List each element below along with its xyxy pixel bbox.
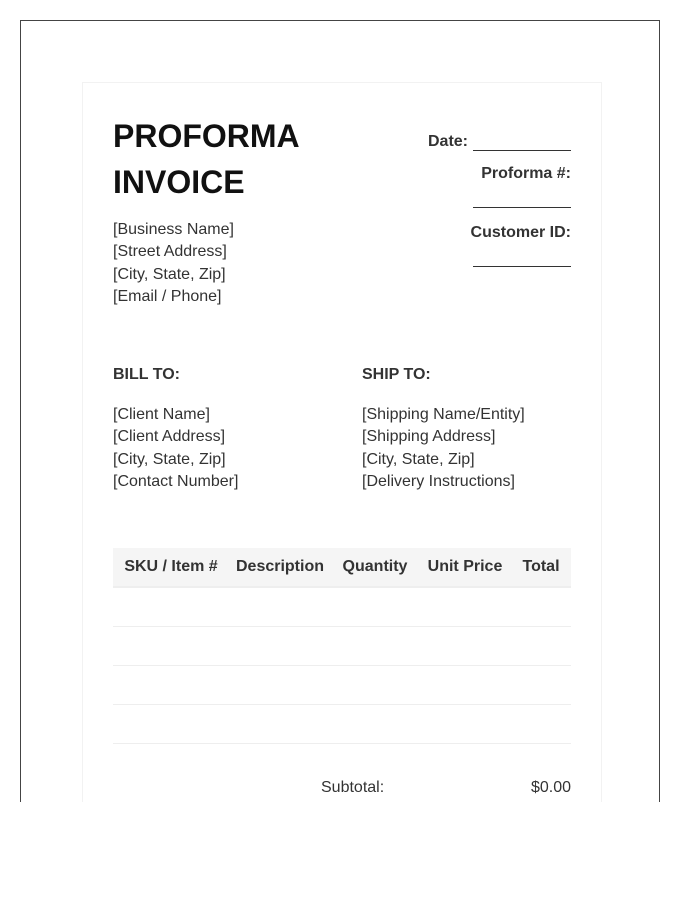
table-row (113, 627, 571, 666)
invoice-document (82, 82, 602, 802)
table-cell[interactable] (113, 587, 229, 627)
table-cell[interactable] (419, 705, 511, 744)
column-header-total: Total (511, 548, 571, 587)
table-cell[interactable] (331, 587, 419, 627)
title-line-2: INVOICE (113, 164, 245, 200)
ship-to-heading: SHIP TO: (362, 366, 431, 383)
customer-id-label: Customer ID: (470, 224, 571, 241)
subtotal-value: $0.00 (530, 779, 571, 796)
table-row (113, 705, 571, 744)
customer-id-field (428, 222, 571, 267)
business-city: [City, State, Zip] (113, 265, 226, 283)
date-blank-line[interactable] (473, 132, 571, 151)
title-line-1: PROFORMA (113, 118, 300, 154)
ship-to-line: [Delivery Instructions] (362, 472, 515, 490)
invoice-meta (428, 129, 571, 267)
bill-to-heading: BILL TO: (113, 366, 180, 383)
table-cell[interactable] (113, 705, 229, 744)
bill-to-address (113, 404, 333, 493)
table-cell[interactable] (113, 627, 229, 666)
table-cell[interactable] (331, 666, 419, 705)
table-cell[interactable] (229, 705, 331, 744)
business-name: [Business Name] (113, 221, 234, 238)
table-cell[interactable] (511, 705, 571, 744)
ship-to-line: [Shipping Name/Entity] (362, 406, 525, 423)
ship-to-line: [Shipping Address] (362, 428, 496, 446)
line-items-table (113, 548, 571, 744)
table-cell[interactable] (419, 587, 511, 627)
proforma-number-label: Proforma #: (481, 165, 571, 182)
table-cell[interactable] (419, 627, 511, 666)
table-cell[interactable] (229, 627, 331, 666)
table-row (113, 666, 571, 705)
table-cell[interactable] (511, 627, 571, 666)
table-cell[interactable] (229, 666, 331, 705)
table-cell[interactable] (419, 666, 511, 705)
bill-to-line: [Client Address] (113, 428, 226, 446)
bill-to-line: [Client Name] (113, 406, 210, 423)
column-header-unit-price: Unit Price (419, 548, 511, 587)
business-street: [Street Address] (113, 243, 227, 261)
ship-to-line: [City, State, Zip] (362, 450, 475, 468)
date-field (428, 129, 571, 151)
table-cell[interactable] (511, 587, 571, 627)
subtotal-row (113, 779, 571, 801)
ship-to-section (362, 365, 582, 493)
customer-id-blank-line[interactable] (473, 250, 571, 267)
table-row (113, 587, 571, 627)
bill-to-section (113, 365, 333, 493)
column-header-quantity: Quantity (331, 548, 419, 587)
table-cell[interactable] (229, 587, 331, 627)
table-cell[interactable] (511, 666, 571, 705)
business-info (113, 219, 234, 308)
business-contact: [Email / Phone] (113, 287, 222, 305)
ship-to-address (362, 404, 582, 493)
table-cell[interactable] (331, 627, 419, 666)
proforma-number-blank-line[interactable] (473, 191, 571, 208)
bill-to-line: [Contact Number] (113, 472, 239, 490)
table-header-row (113, 548, 571, 587)
invoice-title (113, 113, 333, 205)
table-cell[interactable] (113, 666, 229, 705)
column-header-description: Description (229, 548, 331, 587)
subtotal-label: Subtotal: (321, 779, 385, 796)
table-cell[interactable] (331, 705, 419, 744)
bill-to-line: [City, State, Zip] (113, 450, 226, 468)
proforma-number-field (428, 163, 571, 208)
date-label: Date: (427, 133, 468, 150)
column-header-sku: SKU / Item # (113, 548, 229, 587)
page-frame (20, 20, 660, 802)
